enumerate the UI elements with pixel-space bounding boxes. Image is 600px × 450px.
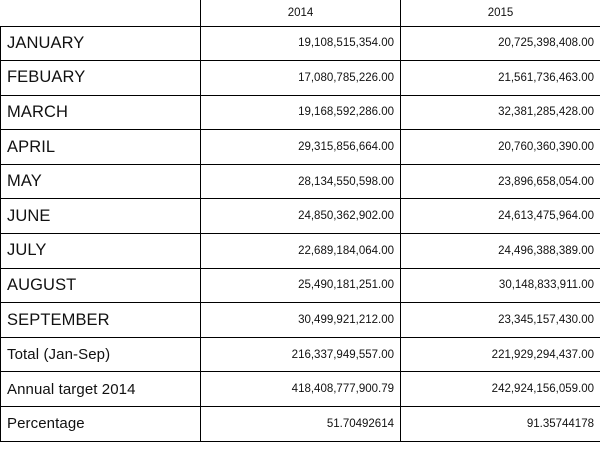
row-label: APRIL [1, 130, 201, 165]
row-value-2014: 29,315,856,664.00 [201, 130, 401, 165]
table-row[interactable] [1, 95, 600, 130]
row-value-2015: 20,725,398,408.00 [401, 26, 600, 61]
row-label: JULY [1, 234, 201, 269]
header-cell-blank [1, 0, 201, 26]
table-row-percentage[interactable] [1, 407, 600, 442]
table-row[interactable] [1, 303, 600, 338]
table-header-row [1, 0, 600, 26]
row-value-2014: 22,689,184,064.00 [201, 234, 401, 269]
row-label: Total (Jan-Sep) [1, 337, 201, 372]
row-value-2014: 216,337,949,557.00 [201, 337, 401, 372]
row-value-2015: 23,345,157,430.00 [401, 303, 600, 338]
table-row[interactable] [1, 130, 600, 165]
row-value-2015: 30,148,833,911.00 [401, 268, 600, 303]
row-value-2014: 24,850,362,902.00 [201, 199, 401, 234]
table-body [1, 0, 600, 441]
table-row[interactable] [1, 61, 600, 96]
row-value-2014: 418,408,777,900.79 [201, 372, 401, 407]
row-value-2014: 28,134,550,598.00 [201, 164, 401, 199]
row-value-2015: 24,613,475,964.00 [401, 199, 600, 234]
row-value-2014: 25,490,181,251.00 [201, 268, 401, 303]
table-row[interactable] [1, 199, 600, 234]
row-value-2014: 19,108,515,354.00 [201, 26, 401, 61]
row-label: JANUARY [1, 26, 201, 61]
row-label: Percentage [1, 407, 201, 442]
header-cell-2014: 2014 [201, 0, 401, 26]
row-value-2014: 30,499,921,212.00 [201, 303, 401, 338]
row-value-2015: 242,924,156,059.00 [401, 372, 600, 407]
table-row[interactable] [1, 268, 600, 303]
row-label: AUGUST [1, 268, 201, 303]
row-label: FEBUARY [1, 61, 201, 96]
row-value-2014: 17,080,785,226.00 [201, 61, 401, 96]
row-value-2015: 24,496,388,389.00 [401, 234, 600, 269]
row-value-2015: 23,896,658,054.00 [401, 164, 600, 199]
row-label: Annual target 2014 [1, 372, 201, 407]
header-cell-2015: 2015 [401, 0, 600, 26]
row-label: MAY [1, 164, 201, 199]
table-row[interactable] [1, 164, 600, 199]
table-row-annual-target[interactable] [1, 372, 600, 407]
row-label: SEPTEMBER [1, 303, 201, 338]
row-value-2014: 19,168,592,286.00 [201, 95, 401, 130]
row-value-2015: 20,760,360,390.00 [401, 130, 600, 165]
row-value-2015: 32,381,285,428.00 [401, 95, 600, 130]
table-row[interactable] [1, 26, 600, 61]
row-value-2015: 91.35744178 [401, 407, 600, 442]
row-value-2015: 221,929,294,437.00 [401, 337, 600, 372]
row-value-2014: 51.70492614 [201, 407, 401, 442]
table-row-total[interactable] [1, 337, 600, 372]
row-label: JUNE [1, 199, 201, 234]
table-row[interactable] [1, 234, 600, 269]
row-value-2015: 21,561,736,463.00 [401, 61, 600, 96]
row-label: MARCH [1, 95, 201, 130]
